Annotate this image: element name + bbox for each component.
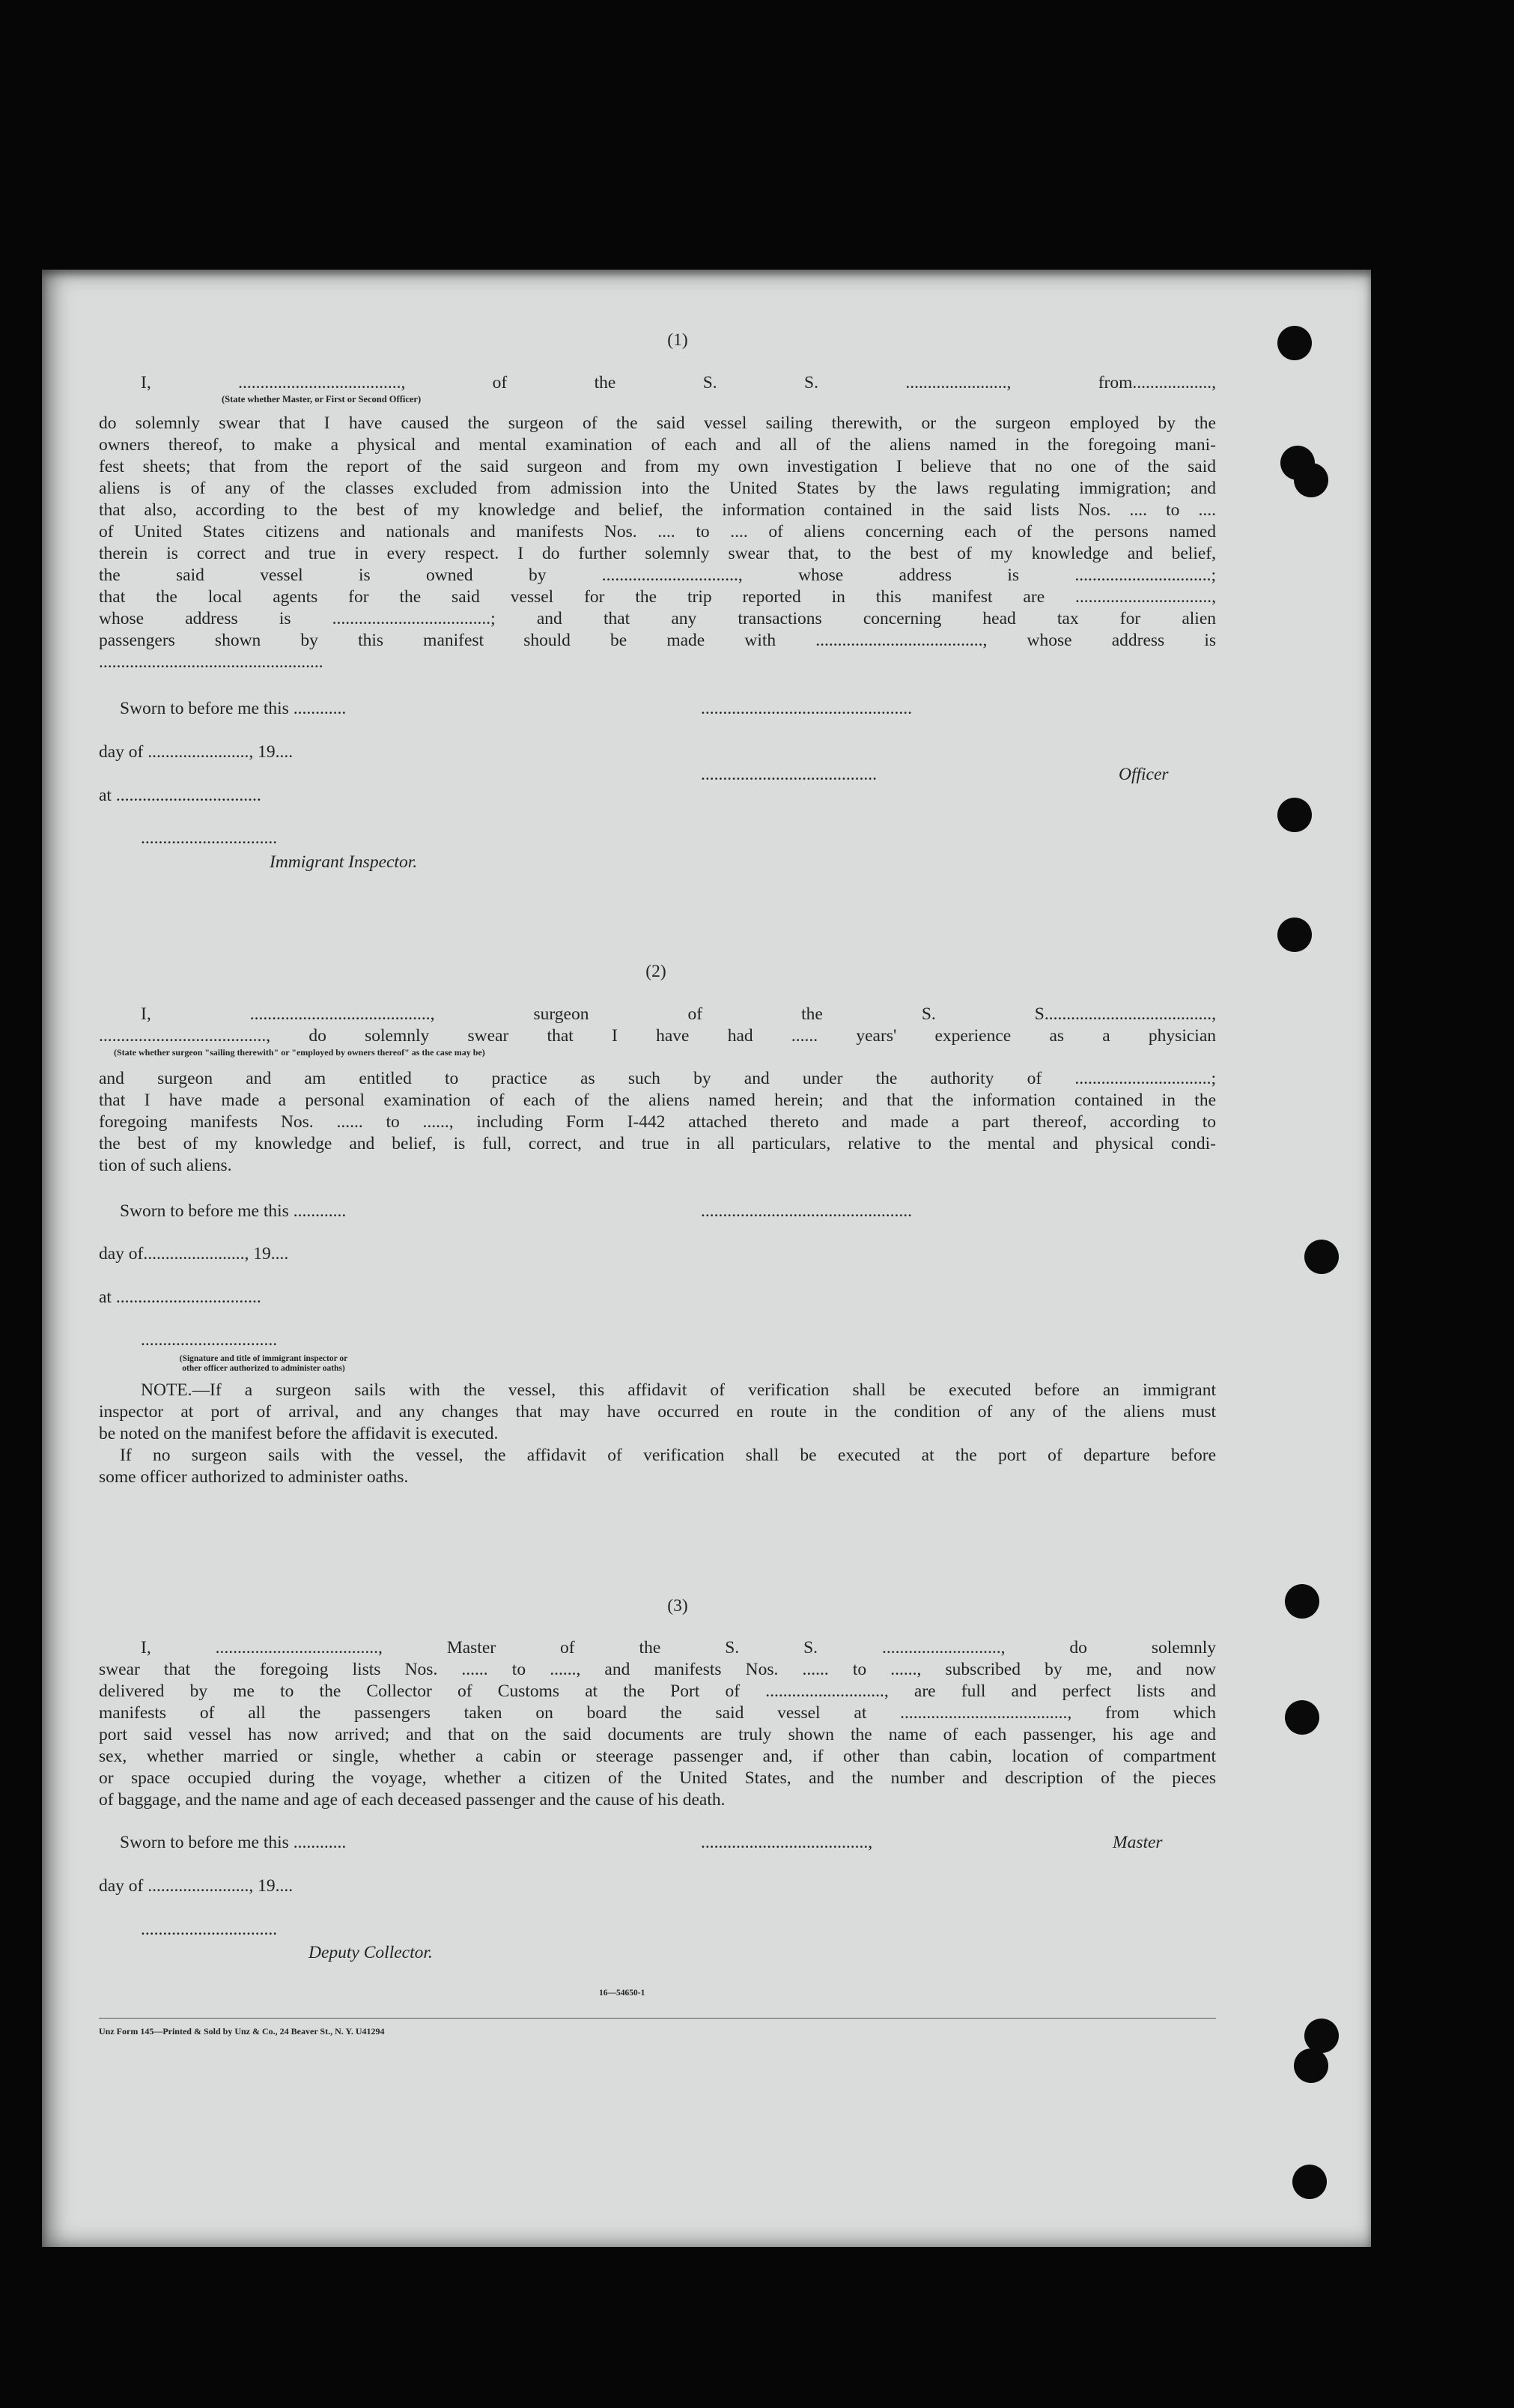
officer-signature-line: ........................................	[701, 765, 877, 784]
sworn-line: Sworn to before me this ............	[120, 699, 347, 718]
day-line: day of ......................., 19....	[99, 742, 294, 762]
section-1-line: whose address is ....................................; and that any transactions concerning head tax for alien	[99, 609, 1216, 628]
day-line: day of......................., 19....	[99, 1244, 289, 1264]
form-number: 16—54650-1	[599, 1989, 645, 1998]
section-1-caption: (State whether Master, or First or Second Officer)	[222, 394, 422, 404]
section-2-line: the best of my knowledge and belief, is full, correct, and true in all particulars, relative to the mental and physical condi-	[99, 1134, 1216, 1153]
section-1-line: fest sheets; that from the report of the said surgeon and from my own investigation I believe that no one of the said	[99, 457, 1216, 476]
note-line: some officer authorized to administer oaths.	[99, 1467, 409, 1487]
inspector-label: Immigrant Inspector.	[270, 852, 418, 872]
punch-hole	[1285, 1584, 1319, 1619]
at-line: at .................................	[99, 786, 261, 805]
sworn-line: Sworn to before me this ............	[120, 1201, 347, 1221]
section-2-line: I, ........................................., surgeon of the S. S......................................,	[141, 1004, 1216, 1024]
punch-hole	[1292, 2165, 1327, 2199]
section-3-line: sex, whether married or single, whether a cabin or steerage passenger and, if other than cabin, location of compartment	[99, 1747, 1216, 1766]
section-2-line: ......................................, do solemnly swear that I have had ...... years' experience as a physician	[99, 1026, 1216, 1046]
printer-imprint: Unz Form 145—Printed & Sold by Unz & Co., 24 Beaver St., N. Y. U41294	[99, 2026, 385, 2037]
section-1-line: therein is correct and true in every respect. I do further solemnly swear that, to the best of my knowledge and belief,	[99, 544, 1216, 563]
section-1-line: aliens is of any of the classes excluded from admission into the United States by the laws regulating immigration; and	[99, 479, 1216, 498]
section-1-line: that also, according to the best of my knowledge and belief, the information contained in the said lists Nos. .... to ....	[99, 500, 1216, 520]
section-1-line: owners thereof, to make a physical and mental examination of each and all of the aliens named in the foregoing mani-	[99, 435, 1216, 455]
signature-line: ................................................	[701, 699, 912, 718]
section-1-number: (1)	[667, 330, 688, 350]
section-3-line: manifests of all the passengers taken on board the said vessel at ......................................, from which	[99, 1703, 1216, 1723]
punch-hole	[1304, 1240, 1339, 1274]
section-3-line: I, ....................................., Master of the S. S. ..........................., do solemnly	[141, 1638, 1216, 1658]
punch-hole	[1294, 463, 1328, 497]
signature-line: ................................................	[701, 1201, 912, 1221]
collector-label: Deputy Collector.	[308, 1943, 433, 1962]
note-line: If no surgeon sails with the vessel, the affidavit of verification shall be executed at the port of departure before	[120, 1446, 1216, 1465]
section-1-line: the said vessel is owned by ..............................., whose address is ...............................;	[99, 565, 1216, 585]
section-2-caption: (State whether surgeon "sailing therewith" or "employed by owners thereof" as the case may be)	[114, 1047, 485, 1058]
signature-caption: other officer authorized to administer oaths)	[182, 1364, 345, 1373]
punch-hole	[1277, 326, 1312, 360]
punch-hole	[1285, 1700, 1319, 1735]
master-label: Master	[1113, 1833, 1163, 1852]
punch-hole	[1277, 918, 1312, 952]
section-3-line: port said vessel has now arrived; and that on the said documents are truly shown the name of each passenger, his age and	[99, 1725, 1216, 1744]
note-line: NOTE.—If a surgeon sails with the vessel, this affidavit of verification shall be executed before an immigrant	[141, 1380, 1216, 1400]
signature-caption: (Signature and title of immigrant inspector or	[179, 1354, 348, 1363]
section-1-line: I, ....................................., of the S. S. ......................., from..................,	[141, 373, 1216, 392]
section-2-line: tion of such aliens.	[99, 1156, 232, 1175]
collector-signature-line: ...............................	[141, 1920, 278, 1939]
section-1-line: ...................................................	[99, 652, 323, 672]
punch-hole	[1294, 2048, 1328, 2083]
section-3-line: or space occupied during the voyage, whether a citizen of the United States, and the number and description of the pieces	[99, 1768, 1216, 1788]
section-1-line: of United States citizens and nationals and manifests Nos. .... to .... of aliens concerning each of the persons named	[99, 522, 1216, 542]
section-1-line: do solemnly swear that I have caused the surgeon of the said vessel sailing therewith, or the surgeon employed by the	[99, 413, 1216, 433]
section-2-line: foregoing manifests Nos. ...... to ......, including Form I-442 attached thereto and made a part thereof, according to	[99, 1112, 1216, 1132]
at-line: at .................................	[99, 1288, 261, 1307]
section-2-line: and surgeon and am entitled to practice as such by and under the authority of ...............................;	[99, 1069, 1216, 1088]
section-1-line: passengers shown by this manifest should be made with ......................................, whose address is	[99, 631, 1216, 650]
section-2-number: (2)	[645, 962, 666, 981]
punch-hole	[1277, 798, 1312, 832]
day-line: day of ......................., 19....	[99, 1876, 294, 1896]
section-1-line: that the local agents for the said vessel for the trip reported in this manifest are ...............................,	[99, 587, 1216, 607]
master-signature-line: ......................................,	[701, 1833, 873, 1852]
note-line: be noted on the manifest before the affidavit is executed.	[99, 1424, 499, 1443]
section-3-number: (3)	[667, 1596, 688, 1616]
section-2-line: that I have made a personal examination of each of the aliens named herein; and that the information contained in the	[99, 1091, 1216, 1110]
officer-label: Officer	[1119, 765, 1169, 784]
section-3-line: swear that the foregoing lists Nos. ...... to ......, and manifests Nos. ...... to ......, subscribed by me, and now	[99, 1660, 1216, 1679]
note-line: inspector at port of arrival, and any changes that may have occurred en route in the condition of any of the aliens must	[99, 1402, 1216, 1422]
footer-divider	[99, 2018, 1216, 2019]
sworn-line: Sworn to before me this ............	[120, 1833, 347, 1852]
section-3-line: delivered by me to the Collector of Customs at the Port of ..........................., are full and perfect lists and	[99, 1681, 1216, 1701]
section-3-line: of baggage, and the name and age of each deceased passenger and the cause of his death.	[99, 1790, 726, 1810]
inspector-signature-line: ...............................	[141, 828, 278, 848]
manifest-affidavit-page	[42, 270, 1371, 2247]
inspector-signature-line: ...............................	[141, 1330, 278, 1350]
